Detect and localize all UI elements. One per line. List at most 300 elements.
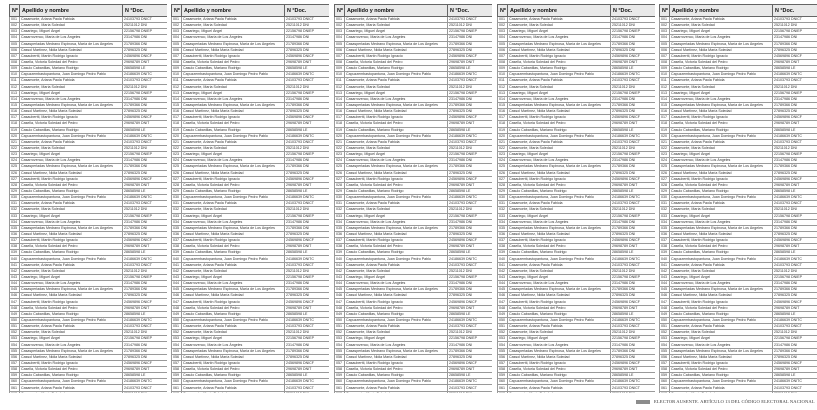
voter-name: Capuzzembastopantuna, Juan Domingo Pedro Pablo [508,256,611,262]
header-row [335,5,493,17]
voter-name: Casarrovenco, María de Los Ángeles [182,219,285,225]
voter-name: Casella, Victoria Soledad del Pedro [20,59,123,65]
voter-number: 021 [10,139,20,145]
voter-name: Casella, Victoria Soledad del Pedro [508,182,611,188]
voter-document: 25211012 DNI [123,207,168,213]
voter-number: 060 [10,379,20,385]
voter-name: Casaubertti, Martín Rodrigo Ignacio [20,238,123,244]
header-doc: N °Doc. [285,5,330,17]
voter-document: 29698789 DNIT [773,244,817,250]
voter-number: 051 [10,324,20,330]
voter-name: Casaubertti, Martín Rodrigo Ignacio [345,238,448,244]
voter-name: Casaubertti, Martín Rodrigo Ignacio [345,176,448,182]
voter-name: Casarrovenco, María de Los Ángeles [345,281,448,287]
voter-number [172,391,182,393]
voter-number: 006 [335,47,345,53]
voter-number: 008 [335,59,345,65]
voter-row [335,41,493,47]
voter-number: 058 [498,367,508,373]
voter-number: 003 [498,29,508,35]
voter-number: 052 [498,330,508,336]
voter-name: Casamonte, María Soledad [182,23,285,29]
voter-number: 026 [10,170,20,176]
voter-number: 029 [498,188,508,194]
voter-name: Casulo Cabanillas, Mariano Rodrigo [345,311,448,317]
voter-number: 025 [335,164,345,170]
voter-document: 25211012 DNI [448,268,493,274]
voter-document: 22156798 DNIEP [123,152,168,158]
voter-number: 036 [335,231,345,237]
header-doc: N °Doc. [448,5,493,17]
voter-name: Casasperladas Medrano Espinosa, María de Los Ángeles [508,348,611,354]
voter-document: 23147986 DNI [123,158,168,164]
voter-document: 23147986 DNI [123,96,168,102]
roll-table [171,4,329,393]
voter-name: Casasperladas Medrano Espinosa, María de Los Ángeles [345,225,448,231]
voter-document: 24186639 DNITC [773,133,817,139]
voter-document: 24569896 DNICF [123,360,168,366]
voter-row [10,391,168,393]
voter-name: Casulo Cabanillas, Mariano Rodrigo [20,66,123,72]
voter-document: 22156798 DNIEP [285,274,330,280]
voter-number: 010 [172,72,182,78]
voter-name: Casarrovenco, María de Los Ángeles [182,342,285,348]
voter-number: 056 [660,354,670,360]
voter-row [498,195,656,201]
voter-row [172,348,330,354]
voter-name: Casulo Cabanillas, Mariano Rodrigo [20,127,123,133]
voter-document: 29698789 DNIT [611,305,656,311]
voter-number: 015 [10,102,20,108]
voter-name: Casella, Victoria Soledad del Pedro [670,182,773,188]
voter-name: Casarrovenco, María de Los Ángeles [345,158,448,164]
voter-name: Casariego, Miguel Ángel [508,213,611,219]
voter-name: Capuzzembastopantuna, Juan Domingo Pedro Pablo [508,379,611,385]
voter-number: 016 [335,109,345,115]
voter-number: 027 [498,176,508,182]
voter-document [611,391,656,393]
voter-row [660,102,817,108]
voter-document: 24186639 DNITC [123,72,168,78]
voter-name: Casamonte, Ariana Paola Fabiola [20,385,123,391]
voter-number: 053 [498,336,508,342]
voter-name: Casamonte, Ariana Paola Fabiola [345,262,448,268]
voter-number: 009 [498,66,508,72]
voter-number: 056 [335,354,345,360]
voter-document: 23147986 DNI [285,96,330,102]
voter-name: Casasperladas Medrano Espinosa, María de Los Ángeles [182,348,285,354]
voter-name: Casamonte, Ariana Paola Fabiola [670,139,773,145]
voter-document: 24186639 DNITC [285,256,330,262]
voter-document: 29698789 DNIT [611,182,656,188]
voter-number: 038 [10,244,20,250]
voter-name: Casariego, Miguel Ángel [20,29,123,35]
voter-name: Cassol Martínez, Nidia María Soledad [182,170,285,176]
voter-document: 27896325 DNI [773,293,817,299]
voter-document: 23147986 DNI [448,35,493,41]
voter-document: 25211012 DNI [285,145,330,151]
voter-number: 039 [172,250,182,256]
voter-document: 21789366 DNI [773,348,817,354]
voter-number: 022 [172,145,182,151]
voter-document: 24186639 DNITC [773,317,817,323]
voter-number: 010 [498,72,508,78]
voter-number: 005 [10,41,20,47]
voter-name [508,391,611,393]
voter-name: Casasperladas Medrano Espinosa, María de Los Ángeles [182,287,285,293]
voter-document: 29698789 DNIT [285,182,330,188]
voter-document: 22156798 DNIEP [611,336,656,342]
voter-number: 037 [335,238,345,244]
voter-number: 027 [172,176,182,182]
voter-document: 22156798 DNIEP [448,29,493,35]
voter-name: Casamonte, Ariana Paola Fabiola [345,324,448,330]
voter-document [773,391,817,393]
voter-number: 046 [10,293,20,299]
voter-number: 048 [335,305,345,311]
voter-document: 25211012 DNI [773,84,817,90]
voter-name: Casaubertti, Martín Rodrigo Ignacio [508,176,611,182]
voter-number: 014 [498,96,508,102]
voter-number: 019 [660,127,670,133]
voter-name: Casella, Victoria Soledad del Pedro [508,244,611,250]
header-row [10,5,168,17]
voter-document: 24569896 DNICF [773,238,817,244]
voter-number: 004 [10,35,20,41]
voter-name: Casamonte, Ariana Paola Fabiola [182,78,285,84]
voter-number: 040 [498,256,508,262]
voter-document: 23147986 DNI [448,158,493,164]
voter-name: Casariego, Miguel Ángel [182,274,285,280]
voter-number: 004 [172,35,182,41]
voter-number: 028 [660,182,670,188]
voter-document: 23147986 DNI [448,219,493,225]
voter-name: Casaubertti, Martín Rodrigo Ignacio [345,53,448,59]
voter-name: Casella, Victoria Soledad del Pedro [182,244,285,250]
voter-number: 057 [498,360,508,366]
voter-number: 058 [10,367,20,373]
voter-number: 039 [335,250,345,256]
voter-row [10,225,168,231]
voter-document: 25211012 DNI [285,23,330,29]
voter-number: 028 [10,182,20,188]
voter-number: 044 [172,281,182,287]
voter-document: 28658598 LE [285,250,330,256]
voter-name: Capuzzembastopantuna, Juan Domingo Pedro Pablo [182,317,285,323]
voter-number: 020 [498,133,508,139]
voter-name: Casamonte, María Soledad [20,145,123,151]
voter-number: 055 [172,348,182,354]
voter-name: Casamonte, María Soledad [508,84,611,90]
roll-table [497,4,655,393]
voter-name: Casamonte, Ariana Paola Fabiola [670,262,773,268]
voter-number: 059 [335,373,345,379]
voter-document: 24569896 DNICF [773,299,817,305]
voter-row [172,391,330,393]
header-number: Nº [335,5,345,17]
voter-document: 23147986 DNI [285,35,330,41]
voter-number: 012 [660,84,670,90]
voter-number: 027 [335,176,345,182]
voter-name: Casamonte, María Soledad [345,23,448,29]
voter-document: 27896325 DNI [773,231,817,237]
voter-document: 22156798 DNIEP [448,336,493,342]
voter-number: 057 [172,360,182,366]
voter-number: 024 [335,158,345,164]
voter-row [172,379,330,385]
voter-name: Casella, Victoria Soledad del Pedro [20,244,123,250]
voter-number: 032 [172,207,182,213]
voter-number: 042 [172,268,182,274]
voter-row [498,287,656,293]
voter-document: 22156798 DNIEP [773,274,817,280]
voter-document: 21789366 DNI [773,164,817,170]
voter-name: Cassol Martínez, Nidia María Soledad [20,293,123,299]
voter-number: 004 [660,35,670,41]
voter-document: 25211012 DNI [285,268,330,274]
voter-document: 29698789 DNIT [285,59,330,65]
voter-number: 036 [172,231,182,237]
voter-name: Casasperladas Medrano Espinosa, María de Los Ángeles [182,164,285,170]
voter-number: 025 [660,164,670,170]
voter-number: 005 [498,41,508,47]
voter-name: Cassol Martínez, Nidia María Soledad [508,109,611,115]
voter-row [335,287,493,293]
voter-document: 25211012 DNI [448,23,493,29]
voter-document: 27896325 DNI [773,47,817,53]
voter-document: 24569896 DNICF [611,360,656,366]
voter-name: Casasperladas Medrano Espinosa, María de Los Ángeles [670,102,773,108]
voter-name: Casasperladas Medrano Espinosa, María de Los Ángeles [20,348,123,354]
voter-name: Casarrovenco, María de Los Ángeles [20,96,123,102]
voter-document: 23147986 DNI [611,35,656,41]
voter-number: 028 [498,182,508,188]
voter-document: 24186639 DNITC [285,72,330,78]
voter-document [285,391,330,393]
voter-document: 27896325 DNI [123,109,168,115]
voter-document: 24186639 DNITC [123,133,168,139]
voter-name: Casariego, Miguel Ángel [20,213,123,219]
header-row [498,5,656,17]
voter-row [335,379,493,385]
voter-name: Cassol Martínez, Nidia María Soledad [20,170,123,176]
voter-name: Casarrovenco, María de Los Ángeles [508,342,611,348]
voter-document: 28658598 LE [123,311,168,317]
voter-name: Casaubertti, Martín Rodrigo Ignacio [670,299,773,305]
voter-document: 24569896 DNICF [611,176,656,182]
voter-document: 24103793 DNICT [448,262,493,268]
voter-number: 036 [660,231,670,237]
voter-name: Casella, Victoria Soledad del Pedro [182,367,285,373]
voter-name: Casariego, Miguel Ángel [670,152,773,158]
voter-number: 001 [335,17,345,23]
voter-document: 28658598 LE [123,127,168,133]
voter-number: 038 [498,244,508,250]
voter-name: Casasperladas Medrano Espinosa, María de Los Ángeles [20,164,123,170]
voter-number: 015 [498,102,508,108]
voter-name: Casella, Victoria Soledad del Pedro [670,121,773,127]
voter-name: Capuzzembastopantuna, Juan Domingo Pedro Pablo [182,256,285,262]
voter-number: 055 [660,348,670,354]
voter-name: Casamonte, María Soledad [670,84,773,90]
voter-name: Casamonte, María Soledad [345,330,448,336]
voter-document: 27896325 DNI [285,293,330,299]
voter-name: Casasperladas Medrano Espinosa, María de Los Ángeles [345,164,448,170]
voter-document: 28658598 LE [448,373,493,379]
voter-number: 056 [172,354,182,360]
voter-number: 059 [660,373,670,379]
voter-number: 033 [660,213,670,219]
voter-document: 25211012 DNI [611,268,656,274]
voter-name: Cassol Martínez, Nidia María Soledad [182,293,285,299]
voter-document: 28658598 LE [123,188,168,194]
voter-name: Casamonte, Ariana Paola Fabiola [182,385,285,391]
voter-name: Casamonte, Ariana Paola Fabiola [182,324,285,330]
voter-document: 23147986 DNI [611,219,656,225]
voter-number: 009 [335,66,345,72]
voter-document: 25211012 DNI [611,207,656,213]
voter-name: Casamonte, María Soledad [345,84,448,90]
voter-number: 040 [172,256,182,262]
voter-number: 003 [335,29,345,35]
voter-number: 030 [172,195,182,201]
voter-row [498,256,656,262]
voter-number: 004 [498,35,508,41]
voter-document: 23147986 DNI [123,219,168,225]
voter-number: 012 [172,84,182,90]
voter-name: Casulo Cabanillas, Mariano Rodrigo [508,373,611,379]
voter-number: 045 [335,287,345,293]
voter-name: Casamonte, Ariana Paola Fabiola [508,139,611,145]
voter-name: Casaubertti, Martín Rodrigo Ignacio [670,53,773,59]
voter-number: 054 [498,342,508,348]
voter-document: 21789366 DNI [285,164,330,170]
voter-name: Casella, Victoria Soledad del Pedro [345,367,448,373]
voter-row [660,195,817,201]
voter-document: 24186639 DNITC [611,256,656,262]
voter-name: Casaubertti, Martín Rodrigo Ignacio [508,360,611,366]
voter-number: 048 [172,305,182,311]
voter-number: 046 [172,293,182,299]
voter-number: 007 [172,53,182,59]
voter-document: 24569896 DNICF [285,53,330,59]
voter-name: Casulo Cabanillas, Mariano Rodrigo [20,250,123,256]
roll-block-4 [497,4,655,393]
voter-document: 22156798 DNIEP [773,213,817,219]
voter-name: Casamonte, María Soledad [182,268,285,274]
voter-number: 050 [660,317,670,323]
voter-name: Casasperladas Medrano Espinosa, María de Los Ángeles [20,41,123,47]
voter-document: 24103793 DNICT [123,78,168,84]
voter-name: Cassol Martínez, Nidia María Soledad [670,231,773,237]
voter-number: 023 [10,152,20,158]
voter-document: 23147986 DNI [285,158,330,164]
voter-number: 025 [10,164,20,170]
voter-row [335,195,493,201]
voter-number: 049 [660,311,670,317]
voter-number: 039 [660,250,670,256]
voter-document: 24569896 DNICF [448,360,493,366]
voter-number: 041 [335,262,345,268]
voter-document: 28658598 LE [773,66,817,72]
voter-number: 057 [335,360,345,366]
voter-row [335,72,493,78]
voter-document: 23147986 DNI [448,281,493,287]
voter-number: 042 [498,268,508,274]
voter-row [498,164,656,170]
voter-name: Casarrovenco, María de Los Ángeles [20,158,123,164]
voter-document: 28658598 LE [611,188,656,194]
voter-number: 044 [10,281,20,287]
voter-name: Casasperladas Medrano Espinosa, María de Los Ángeles [670,164,773,170]
voter-name: Casasperladas Medrano Espinosa, María de Los Ángeles [20,287,123,293]
voter-name: Cassol Martínez, Nidia María Soledad [508,170,611,176]
voter-name: Capuzzembastopantuna, Juan Domingo Pedro Pablo [20,256,123,262]
header-name: Apellido y nombre [508,5,611,17]
voter-document: 24186639 DNITC [773,72,817,78]
voter-number: 035 [660,225,670,231]
voter-document: 22156798 DNIEP [448,90,493,96]
voter-name: Casella, Victoria Soledad del Pedro [670,59,773,65]
voter-name: Capuzzembastopantuna, Juan Domingo Pedro Pablo [182,195,285,201]
voter-number: 024 [10,158,20,164]
voter-number: 006 [10,47,20,53]
voter-row [660,348,817,354]
voter-name: Cassol Martínez, Nidia María Soledad [670,293,773,299]
voter-name: Casarrovenco, María de Los Ángeles [670,158,773,164]
voter-document: 24103793 DNICT [611,139,656,145]
voter-number: 024 [498,158,508,164]
voter-number: 026 [660,170,670,176]
voter-number: 013 [172,90,182,96]
voter-name: Casamonte, Ariana Paola Fabiola [20,324,123,330]
voter-number: 014 [10,96,20,102]
voter-number: 016 [498,109,508,115]
voter-document: 24186639 DNITC [123,379,168,385]
voter-row [335,348,493,354]
voter-document: 27896325 DNI [123,293,168,299]
voter-document: 29698789 DNIT [773,59,817,65]
voter-document: 24569896 DNICF [773,360,817,366]
voter-number: 031 [172,201,182,207]
voter-number: 037 [10,238,20,244]
voter-row [660,287,817,293]
voter-number: 033 [335,213,345,219]
voter-number: 048 [498,305,508,311]
voter-row [660,391,817,393]
header-row [172,5,330,17]
voter-document: 24569896 DNICF [285,176,330,182]
voter-name: Capuzzembastopantuna, Juan Domingo Pedro Pablo [345,72,448,78]
voter-number: 026 [172,170,182,176]
voter-document: 21789366 DNI [285,348,330,354]
voter-name: Casaubertti, Martín Rodrigo Ignacio [508,53,611,59]
voter-name: Casaubertti, Martín Rodrigo Ignacio [670,238,773,244]
voter-document: 24186639 DNITC [123,317,168,323]
voter-name: Casella, Victoria Soledad del Pedro [182,182,285,188]
legend-text: ELECTOR AUSENTE. ARTÍCULO 13 DEL CÓDIGO ELECTORAL NACIONAL [654,399,815,404]
voter-name: Capuzzembastopantuna, Juan Domingo Pedro Pablo [182,72,285,78]
voter-number: 047 [172,299,182,305]
voter-name: Casamonte, Ariana Paola Fabiola [508,201,611,207]
voter-name: Casulo Cabanillas, Mariano Rodrigo [182,311,285,317]
voter-document: 29698789 DNIT [123,182,168,188]
voter-name: Casaubertti, Martín Rodrigo Ignacio [345,115,448,121]
voter-number: 034 [335,219,345,225]
voter-document: 29698789 DNIT [448,121,493,127]
voter-document: 25211012 DNI [448,84,493,90]
voter-number: 031 [10,201,20,207]
